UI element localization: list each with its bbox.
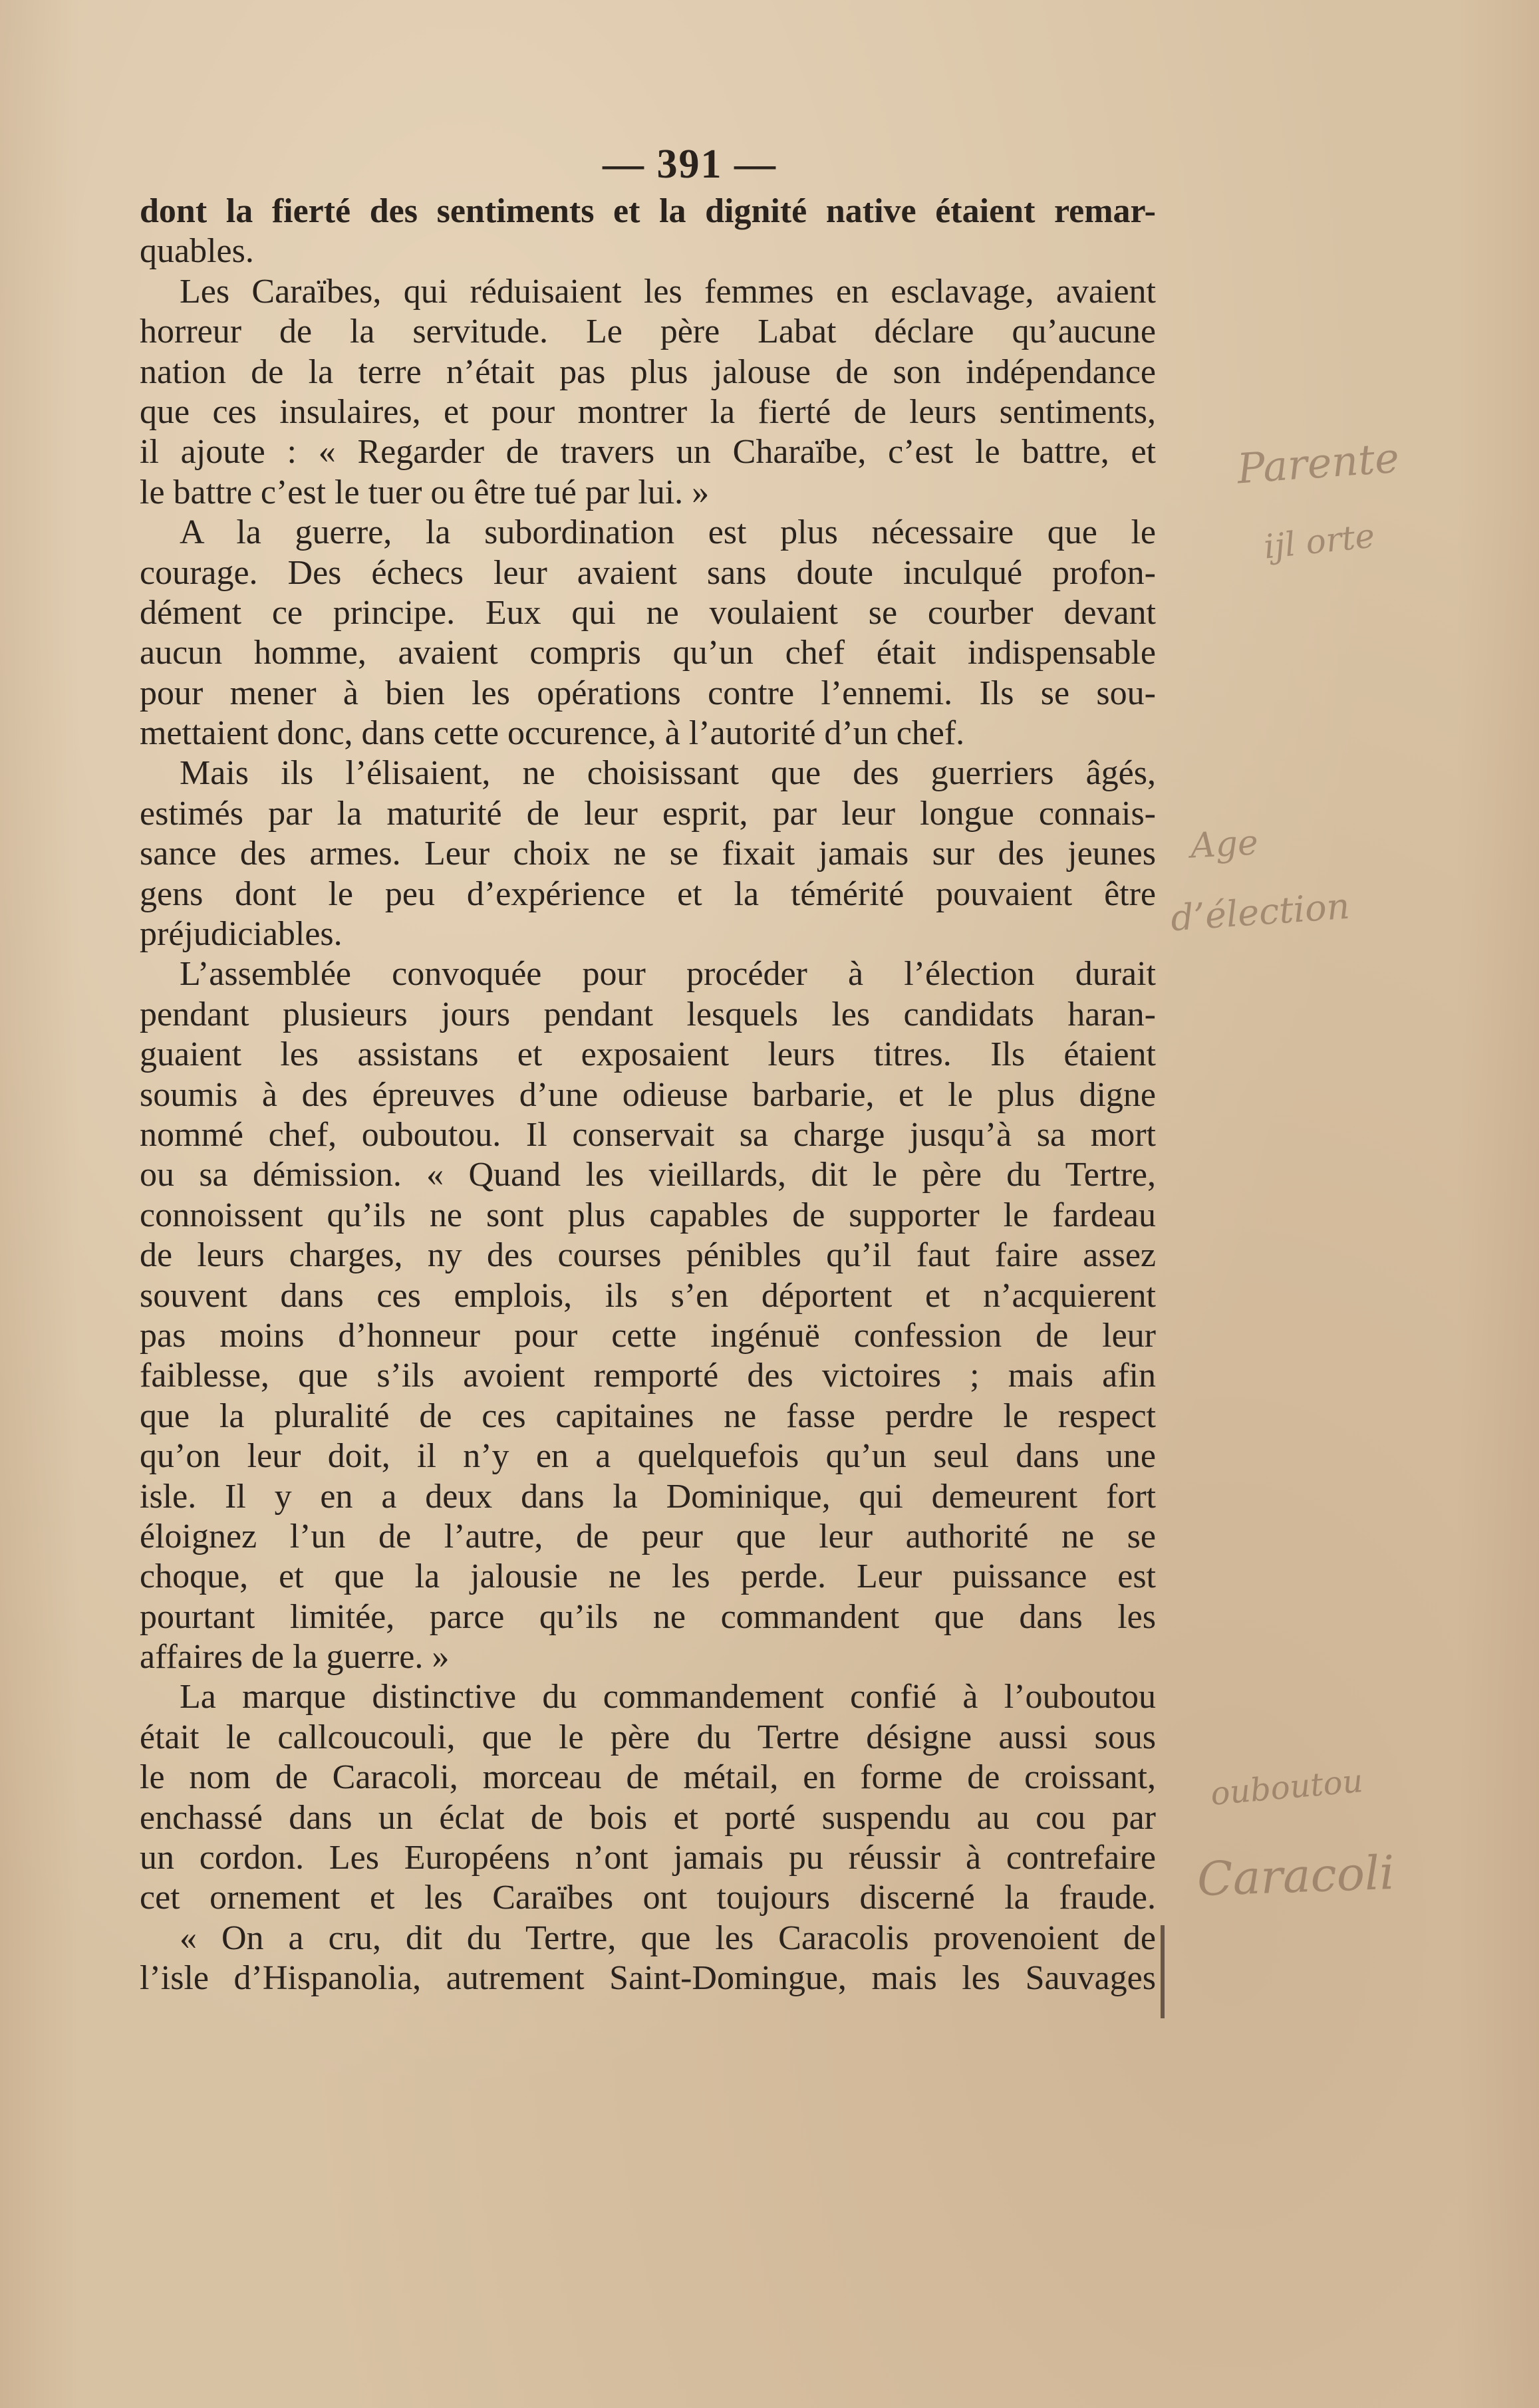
text-line: estimés par la maturité de leur esprit, par leur longue connais- <box>140 794 1156 833</box>
margin-annotation: d’élection <box>1169 884 1351 940</box>
text-line: il ajoute : « Regarder de travers un Charaïbe, c’est le battre, et <box>140 433 1156 471</box>
text-line: enchassé dans un éclat de bois et porté suspendu au cou par <box>140 1798 1156 1837</box>
body-text <box>140 192 1156 1999</box>
text-line: que ces insulaires, et pour montrer la fierté de leurs sentiments, <box>140 392 1156 431</box>
text-line: pendant plusieurs jours pendant lesquels les candidats haran- <box>140 995 1156 1033</box>
text-line: courage. Des échecs leur avaient sans doute inculqué profon- <box>140 553 1156 592</box>
margin-annotation: ouboutou <box>1208 1762 1365 1813</box>
text-line: était le callcoucouli, que le père du Tertre désigne aussi sous <box>140 1718 1156 1756</box>
text-line: dément ce principe. Eux qui ne voulaient se courber devant <box>140 593 1156 632</box>
text-line: l’isle d’Hispanolia, autrement Saint-Domingue, mais les Sauvages <box>140 1959 1156 1998</box>
margin-annotation: Caracoli <box>1196 1845 1395 1907</box>
text-line: La marque distinctive du commandement confié à l’ouboutou <box>180 1678 1156 1716</box>
text-line: soumis à des épreuves d’une odieuse barbarie, et le plus digne <box>140 1075 1156 1114</box>
text-line: le nom de Caracoli, morceau de métail, en forme de croissant, <box>140 1758 1156 1797</box>
text-line: horreur de la servitude. Le père Labat déclare qu’aucune <box>140 313 1156 351</box>
text-line: le battre c’est le tuer ou être tué par lui. » <box>140 473 710 511</box>
page-number: — 391 — <box>603 142 777 187</box>
margin-annotation: Parente <box>1235 433 1401 493</box>
text-line: Mais ils l’élisaient, ne choisissant que des guerriers âgés, <box>180 754 1156 793</box>
text-line: gens dont le peu d’expérience et la témérité pouvaient être <box>140 874 1156 913</box>
text-line: choque, et que la jalousie ne les perde. Leur puissance est <box>140 1557 1156 1596</box>
text-line: A la guerre, la subordination est plus nécessaire que le <box>180 513 1156 552</box>
margin-annotation: ijl orte <box>1262 516 1377 567</box>
text-line: affaires de la guerre. » <box>140 1638 450 1676</box>
text-line: préjudiciables. <box>140 915 343 954</box>
text-line: pourtant limitée, parce qu’ils ne commandent que dans les <box>140 1597 1156 1636</box>
text-line: aucun homme, avaient compris qu’un chef était indispensable <box>140 634 1156 672</box>
text-line: connoissent qu’ils ne sont plus capables de supporter le fardeau <box>140 1196 1156 1234</box>
text-line: quables. <box>140 232 254 271</box>
text-line: cet ornement et les Caraïbes ont toujours discerné la fraude. <box>140 1879 1156 1917</box>
margin-annotation: Age <box>1189 823 1260 867</box>
text-line: souvent dans ces emplois, ils s’en déportent et n’acquierent <box>140 1276 1156 1315</box>
text-line: que la pluralité de ces capitaines ne fasse perdre le respect <box>140 1397 1156 1435</box>
text-line: « On a cru, dit du Tertre, que les Caracolis provenoient de <box>180 1919 1156 1957</box>
text-line: L’assemblée convoquée pour procéder à l’élection durait <box>180 955 1156 994</box>
text-line: Les Caraïbes, qui réduisaient les femmes en esclavage, avaient <box>180 272 1156 311</box>
margin-bracket-mark <box>1161 1925 1165 2018</box>
text-line: dont la fierté des sentiments et la dignité native étaient remar- <box>140 192 1156 230</box>
text-line: ou sa démission. « Quand les vieillards, dit le père du Tertre, <box>140 1156 1156 1194</box>
text-line: de leurs charges, ny des courses pénibles qu’il faut faire assez <box>140 1236 1156 1275</box>
text-line: pour mener à bien les opérations contre l’ennemi. Ils se sou- <box>140 674 1156 712</box>
text-line: guaient les assistans et exposaient leurs titres. Ils étaient <box>140 1035 1156 1074</box>
text-line: qu’on leur doit, il n’y en a quelquefois qu’un seul dans une <box>140 1437 1156 1476</box>
text-line: faiblesse, que s’ils avoient remporté des victoires ; mais afin <box>140 1357 1156 1395</box>
text-line: éloignez l’un de l’autre, de peur que leur authorité ne se <box>140 1517 1156 1555</box>
text-line: sance des armes. Leur choix ne se fixait jamais sur des jeunes <box>140 835 1156 873</box>
text-line: un cordon. Les Européens n’ont jamais pu réussir à contrefaire <box>140 1839 1156 1877</box>
text-line: pas moins d’honneur pour cette ingénuë confession de leur <box>140 1316 1156 1355</box>
text-line: nation de la terre n’était pas plus jalouse de son indépendance <box>140 352 1156 391</box>
text-line: nommé chef, ouboutou. Il conservait sa charge jusqu’à sa mort <box>140 1115 1156 1154</box>
text-line: isle. Il y en a deux dans la Dominique, qui demeurent fort <box>140 1477 1156 1516</box>
text-line: mettaient donc, dans cette occurence, à l’autorité d’un chef. <box>140 714 965 753</box>
